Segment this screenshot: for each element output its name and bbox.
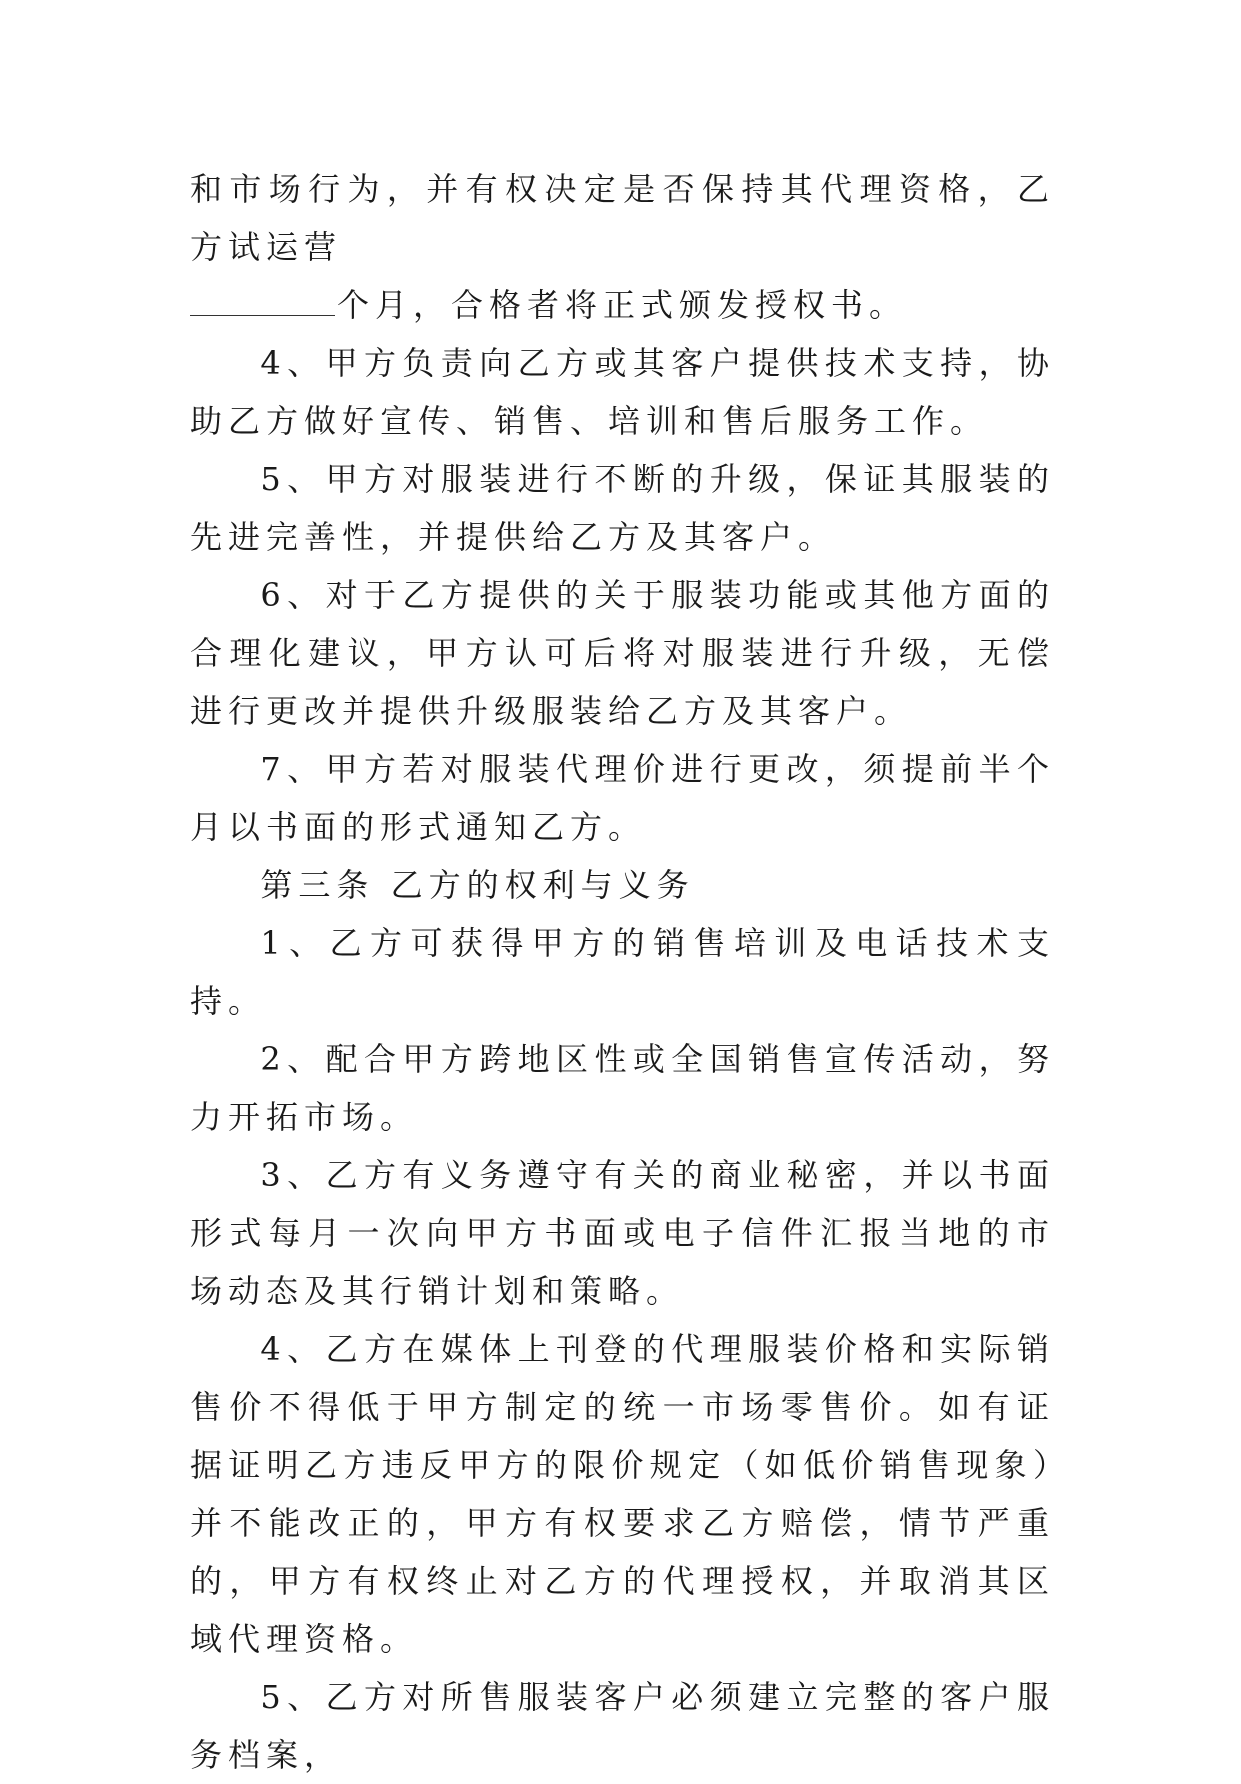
paragraph-b-clause-1: 1、乙方可获得甲方的销售培训及电话技术支持。	[190, 924, 1055, 1020]
blank-fill-line	[190, 283, 335, 316]
paragraph-clause-5: 5、甲方对服装进行不断的升级，保证其服装的先进完善性，并提供给乙方及其客户。	[190, 460, 1055, 556]
paragraph-continuation	[190, 160, 1055, 334]
paragraph-clause-7: 7、甲方若对服装代理价进行更改，须提前半个月以书面的形式通知乙方。	[190, 750, 1055, 846]
document-body	[190, 160, 1055, 1784]
paragraph-b-clause-2: 2、配合甲方跨地区性或全国销售宣传活动，努力开拓市场。	[190, 1040, 1055, 1136]
continuation-line-end: 个月，合格者将正式颁发授权书。	[337, 286, 908, 324]
continuation-line: 和市场行为，并有权决定是否保持其代理资格，乙方试运营	[190, 170, 1055, 266]
paragraph-b-clause-5: 5、乙方对所售服装客户必须建立完整的客户服务档案，	[190, 1678, 1055, 1774]
section-heading-article-3: 第三条 乙方的权利与义务	[260, 866, 695, 904]
paragraph-clause-4: 4、甲方负责向乙方或其客户提供技术支持，协助乙方做好宣传、销售、培训和售后服务工作。	[190, 344, 1055, 440]
paragraph-clause-6: 6、对于乙方提供的关于服装功能或其他方面的合理化建议，甲方认可后将对服装进行升级，无偿进行更改并提供升级服装给乙方及其客户。	[190, 576, 1055, 730]
paragraph-b-clause-4: 4、乙方在媒体上刊登的代理服装价格和实际销售价不得低于甲方制定的统一市场零售价。如有证据证明乙方违反甲方的限价规定（如低价销售现象）并不能改正的，甲方有权要求乙方赔偿，情节严重的，甲方有权终止对乙方的代理授权，并取消其区域代理资格。	[190, 1330, 1055, 1658]
paragraph-b-clause-3: 3、乙方有义务遵守有关的商业秘密，并以书面形式每月一次向甲方书面或电子信件汇报当地的市场动态及其行销计划和策略。	[190, 1156, 1055, 1310]
